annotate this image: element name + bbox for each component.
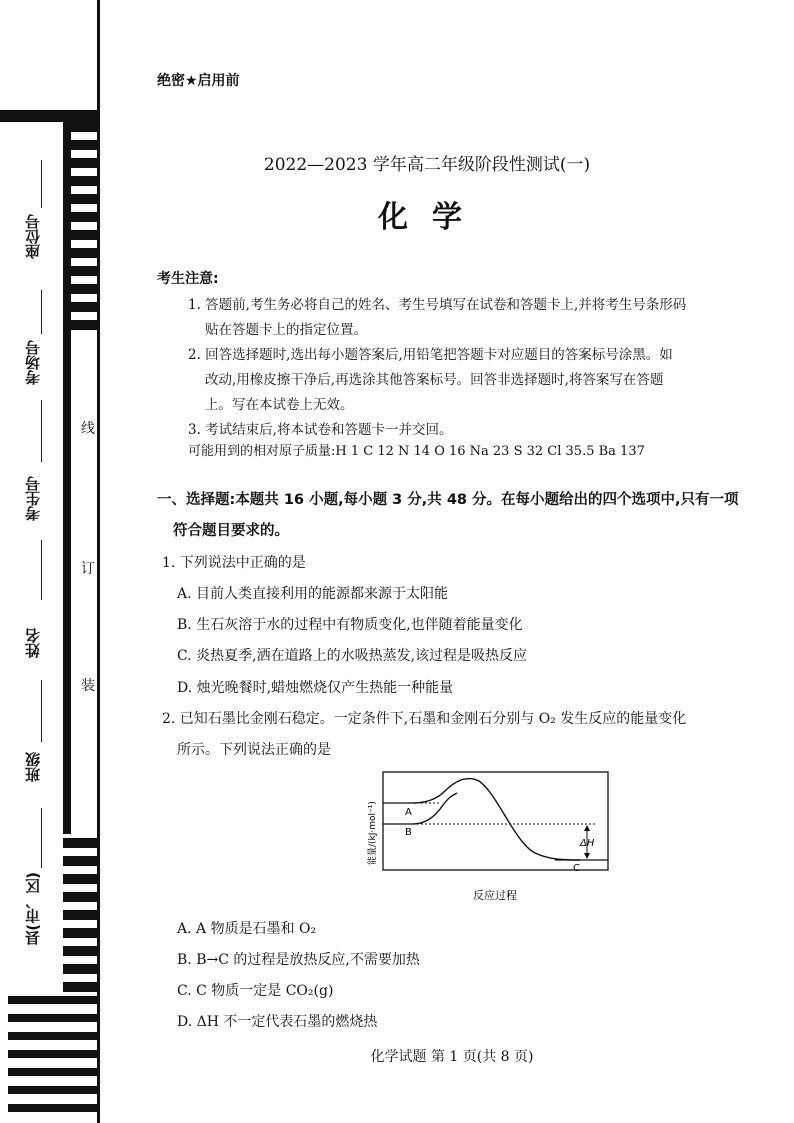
notice-line: 贴在答题卡上的指定位置。 — [205, 322, 367, 338]
notice-line: 1. 答题前,考生务必将自己的姓名、考生号填写在试卷和答题卡上,并将考生号条形码 — [188, 297, 687, 313]
q2-stem: 2. 已知石墨比金刚石稳定。一定条件下,石墨和金刚石分别与 O₂ 发生反应的能量变化 — [162, 711, 687, 727]
q1-stem: 1. 下列说法中正确的是 — [162, 555, 306, 571]
atomic-mass-line: 可能用到的相对原子质量:H 1 C 12 N 14 O 16 Na 23 S 32 Cl 35.5 Ba 137 — [188, 444, 645, 459]
q2-option-c: C. C 物质一定是 CO₂(g) — [177, 983, 334, 999]
county-label: 县(市、区) — [24, 872, 42, 946]
q1-option-a: A. 目前人类直接利用的能源都来源于太阳能 — [177, 586, 449, 602]
notice-line: 2. 回答选择题时,选出每小题答案后,用铅笔把答题卡对应题目的答案标号涂黑。如 — [188, 347, 673, 363]
q2-option-b: B. B→C 的过程是放热反应,不需要加热 — [177, 952, 420, 968]
q2-option-a: A. A 物质是石墨和 O₂ — [177, 921, 317, 937]
candidate-no-label: 考生号 — [24, 476, 42, 521]
confidential-mark: 绝密★启用前 — [157, 73, 240, 89]
q1-option-b: B. 生石灰溶于水的过程中有物质变化,也伴随着能量变化 — [177, 617, 523, 633]
label-a: A — [405, 807, 412, 818]
delta-h-arrow-head-up — [584, 825, 590, 831]
diagram-ylabel: 能量/(kJ·mol⁻¹) — [368, 801, 378, 865]
label-b: B — [405, 827, 412, 838]
notice-line: 3. 考试结束后,将本试卷和答题卡一并交回。 — [188, 422, 453, 438]
name-label: 姓名 — [24, 628, 42, 658]
label-c: C — [573, 863, 580, 874]
cut-line-char: 线 — [81, 421, 95, 437]
page-footer: 化学试题 第 1 页(共 8 页) — [370, 1049, 534, 1065]
q2-stem-cont: 所示。下列说法正确的是 — [177, 742, 331, 758]
q1-option-d: D. 烛光晚餐时,蜡烛燃烧仅产生热能一种能量 — [177, 680, 454, 696]
exam-title: 2022—2023 学年高二年级阶段性测试(一) — [263, 155, 591, 175]
seat-no-label: 座位号 — [24, 214, 42, 259]
notice-line: 改动,用橡皮擦干净后,再选涂其他答案标号。回答非选择题时,将答案写在答题 — [205, 372, 664, 388]
q2-option-d: D. ΔH 不一定代表石墨的燃烧热 — [177, 1014, 378, 1030]
q1-option-c: C. 炎热夏季,洒在道路上的水吸热蒸发,该过程是吸热反应 — [177, 648, 528, 664]
notice-line: 上。写在本试卷上无效。 — [205, 397, 354, 413]
subject-title: 化学 — [378, 200, 486, 235]
energy-diagram — [365, 765, 615, 905]
notice-heading: 考生注意: — [157, 271, 219, 287]
exam-room-label: 考场号 — [24, 340, 42, 385]
section-heading-cont: 符合题目要求的。 — [173, 523, 289, 539]
cut-zhuang-char: 装 — [81, 678, 95, 694]
diagram-xlabel: 反应过程 — [473, 889, 517, 902]
section-heading: 一、选择题:本题共 16 小题,每小题 3 分,共 48 分。在每小题给出的四个选项中,只有一项 — [157, 492, 739, 508]
cut-ding-char: 订 — [81, 561, 95, 577]
curve-upper — [413, 779, 580, 860]
delta-h-arrow-head-down — [584, 853, 590, 859]
class-label: 班级 — [24, 752, 42, 782]
diagram-frame — [383, 772, 608, 870]
label-delta-h: ΔH — [580, 838, 595, 849]
